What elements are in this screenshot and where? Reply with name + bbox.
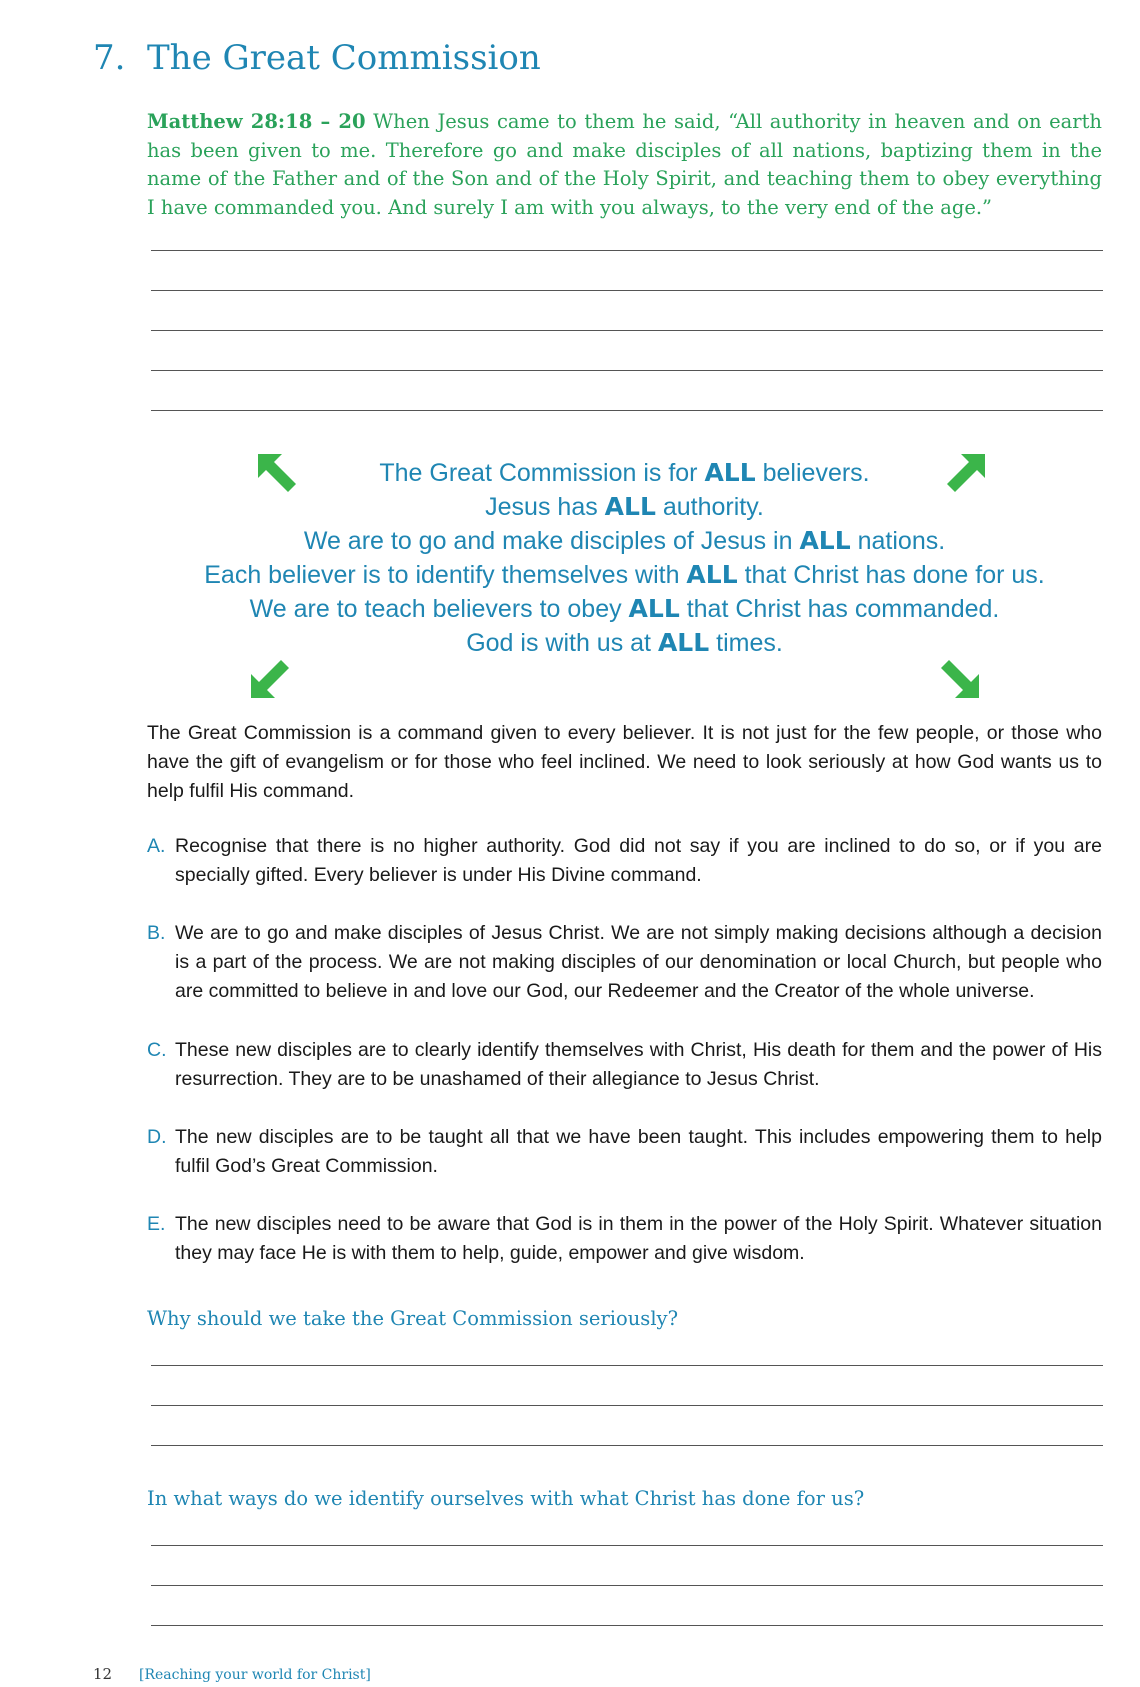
arrow-down-right-icon (937, 656, 983, 702)
highlight-line: God is with us at ALL times. (466, 628, 783, 657)
point-d (147, 1123, 1102, 1181)
scripture-reference: Matthew 28:18 – 20 (147, 110, 366, 133)
point-letter: A. (147, 835, 166, 857)
arrow-down-left-icon (247, 656, 293, 702)
running-title: [Reaching your world for Christ] (139, 1667, 371, 1683)
answer-line[interactable] (151, 1365, 1103, 1366)
highlight-line: We are to go and make disciples of Jesus in ALL nations. (303, 526, 946, 555)
page-footer (93, 1665, 371, 1683)
answer-line[interactable] (151, 250, 1103, 251)
highlight-line: Each believer is to identify themselves with ALL that Christ has done for us. (204, 560, 1045, 589)
intro-paragraph: The Great Commission is a command given to every believer. It is not just for the few people, or those who have the gift of evangelism or for those who feel inclined. We need to look seriously at how God wants us to help fulfil His command. (147, 722, 1102, 802)
point-b (147, 919, 1102, 1006)
point-letter: D. (147, 1126, 167, 1148)
answer-line[interactable] (151, 1625, 1103, 1626)
answer-lines-scripture (151, 250, 1103, 411)
answer-line[interactable] (151, 1585, 1103, 1586)
point-text: We are to go and make disciples of Jesus Christ. We are not simply making decisions although a decision is a part of the process. We are not making disciples of our denomination or local Church, but people who are committed to believe in and love our God, our Redeemer and the Creator of the whole universe. (175, 922, 1102, 1002)
keyword-all: ALL (628, 594, 680, 623)
question-1: Why should we take the Great Commission seriously? (147, 1307, 679, 1330)
point-text: Recognise that there is no higher authority. God did not say if you are inclined to do so, or if you are specially gifted. Every believer is under His Divine command. (175, 835, 1102, 886)
answer-lines-question-2 (151, 1545, 1103, 1626)
answer-line[interactable] (151, 1545, 1103, 1546)
highlight-line: Jesus has ALL authority. (485, 492, 764, 521)
section-title (93, 38, 541, 78)
key-points-highlight (147, 456, 1102, 660)
point-letter: B. (147, 922, 166, 944)
page-number: 12 (93, 1665, 113, 1683)
section-title-text: The Great Commission (147, 38, 541, 78)
scripture-text: When Jesus came to them he said, “All authority in heaven and on earth has been given to me. Therefore go and make disciples of all nations, baptizing them in the name of the Father and of the Son and of the Holy Spirit, and teaching them to obey everything I have commanded you. And surely I am with you always, to the very end of the age.” (147, 110, 1102, 219)
answer-line[interactable] (151, 290, 1103, 291)
point-e (147, 1210, 1102, 1268)
keyword-all: ALL (604, 492, 656, 521)
keyword-all: ALL (799, 526, 851, 555)
answer-line[interactable] (151, 370, 1103, 371)
highlight-line: We are to teach believers to obey ALL that Christ has commanded. (249, 594, 1000, 623)
keyword-all: ALL (686, 560, 738, 589)
point-text: The new disciples need to be aware that God is in them in the power of the Holy Spirit. Whatever situation they may face He is with them to help, guide, empower and give wisdom. (175, 1213, 1102, 1264)
highlight-line: The Great Commission is for ALL believers. (379, 458, 870, 487)
answer-line[interactable] (151, 1445, 1103, 1446)
section-number: 7. (93, 38, 126, 78)
answer-line[interactable] (151, 410, 1103, 411)
point-letter: C. (147, 1039, 167, 1061)
answer-line[interactable] (151, 330, 1103, 331)
keyword-all: ALL (657, 628, 710, 657)
point-a (147, 832, 1102, 890)
point-text: The new disciples are to be taught all that we have been taught. This includes empowering them to help fulfil God’s Great Commission. (175, 1126, 1102, 1177)
point-c (147, 1036, 1102, 1094)
answer-line[interactable] (151, 1405, 1103, 1406)
question-2: In what ways do we identify ourselves with what Christ has done for us? (147, 1487, 865, 1510)
point-letter: E. (147, 1213, 166, 1235)
point-text: These new disciples are to clearly identify themselves with Christ, His death for them and the power of His resurrection. They are to be unashamed of their allegiance to Jesus Christ. (175, 1039, 1102, 1090)
keyword-all: ALL (704, 458, 756, 487)
answer-lines-question-1 (151, 1365, 1103, 1446)
scripture-passage (147, 108, 1102, 222)
